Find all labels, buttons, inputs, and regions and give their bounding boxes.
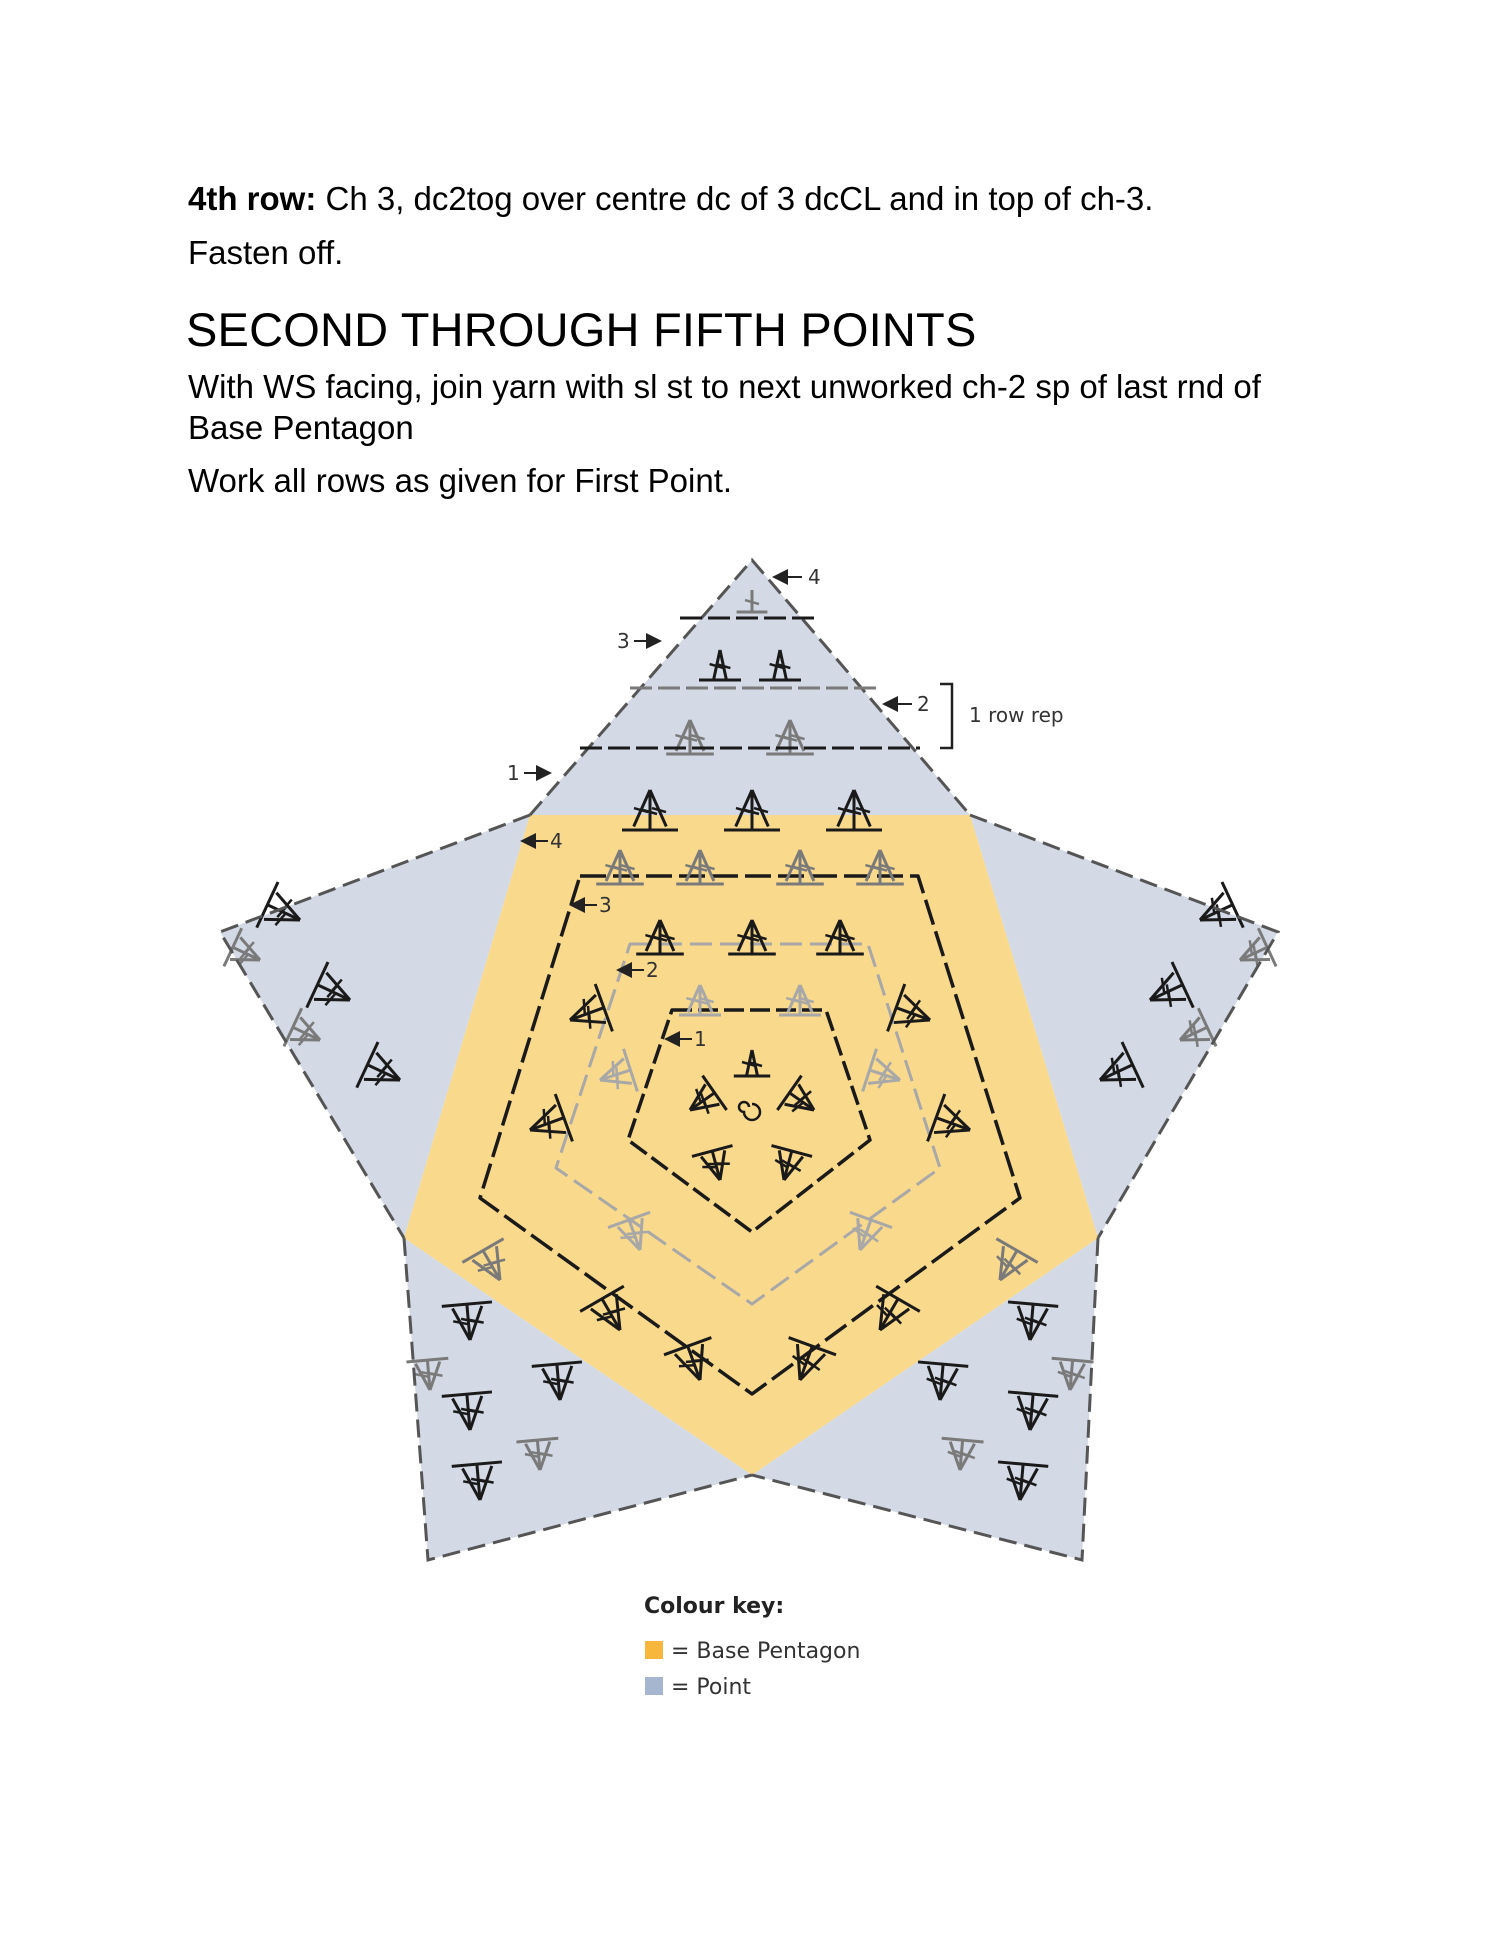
- repeat-note: 1 row rep: [969, 703, 1064, 727]
- row4-text: Ch 3, dc2tog over centre dc of 3 dcCL and in top of ch-3.: [316, 180, 1154, 217]
- row4-label: 4th row:: [188, 180, 317, 217]
- point-key-label: = Point: [671, 1675, 752, 1700]
- base-pentagon-swatch: [645, 1641, 663, 1659]
- round-marker-3: 3: [599, 893, 612, 917]
- round-marker-2: 2: [646, 958, 659, 982]
- colour-key: [644, 1594, 860, 1700]
- round-marker-1: 1: [694, 1027, 707, 1051]
- point-swatch: [645, 1677, 663, 1695]
- section-paragraph-1: With WS facing, join yarn with sl st to next unworked ch-2 sp of last rnd of Base Pentagon: [188, 368, 1261, 446]
- point-row-marker-3: 3: [617, 629, 630, 653]
- row4-text-2: Fasten off.: [188, 234, 344, 271]
- base-pentagon-key-label: = Base Pentagon: [671, 1639, 861, 1664]
- repeat-bracket: [940, 684, 1064, 748]
- point-row-marker-4: 4: [808, 565, 821, 589]
- point-row-marker-2: 2: [917, 692, 930, 716]
- colour-key-title: Colour key:: [644, 1594, 785, 1619]
- section-title: SECOND THROUGH FIFTH POINTS: [186, 303, 977, 356]
- point-row-marker-1: 1: [507, 761, 520, 785]
- round-marker-4: 4: [550, 829, 563, 853]
- section-paragraph-2: Work all rows as given for First Point.: [188, 462, 733, 499]
- repeat-bracket-line: [940, 684, 952, 748]
